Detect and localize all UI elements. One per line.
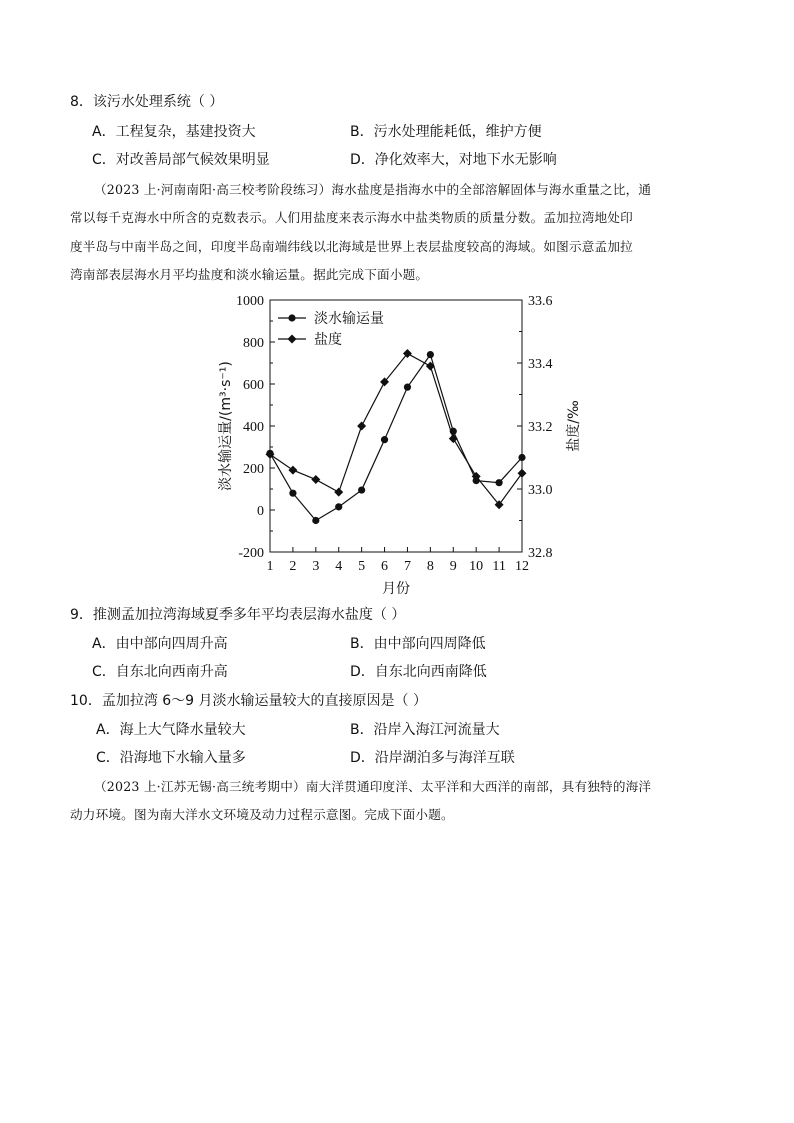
legend: [278, 310, 384, 348]
question-10-option-b: B．沿岸入海江河流量大: [350, 722, 500, 738]
y-right-axis-label: 盐度/‰: [566, 400, 582, 452]
question-10-option-c: C．沿海地下水输入量多: [96, 750, 246, 766]
question-10-option-a: A．海上大气降水量较大: [96, 722, 246, 738]
passage-1-line-3: 度半岛与中南半岛之间，印度半岛南端纬线以北海域是世界上表层盐度较高的海域。如图示意孟加拉: [70, 239, 633, 254]
x-tick-label: 1: [266, 559, 274, 574]
legend-diamond-marker: [288, 335, 297, 344]
x-tick-label: 3: [312, 559, 320, 574]
passage-2-line-2: 动力环境。图为南大洋水文环境及动力过程示意图。完成下面小题。: [70, 807, 454, 822]
freshwater-data-point: [495, 479, 502, 486]
question-9-option-a: A．由中部向四周升高: [92, 636, 228, 652]
legend-circle-marker: [288, 314, 295, 321]
legend-label-freshwater: 淡水输运量: [314, 311, 384, 327]
freshwater-data-point: [518, 454, 525, 461]
salinity-data-point: [449, 434, 458, 443]
x-tick-label: 9: [449, 559, 457, 574]
question-10-stem: 10．孟加拉湾 6～9 月淡水输运量较大的直接原因是（ ）: [70, 693, 427, 709]
right-tick-label: 33.6: [528, 294, 553, 309]
left-axis-ticks: [236, 294, 275, 561]
x-tick-label: 7: [403, 559, 411, 574]
question-8-stem: 8．该污水处理系统（ ）: [70, 94, 224, 110]
left-tick-label: -200: [238, 546, 264, 561]
right-tick-label: 33.0: [528, 483, 553, 498]
x-axis-ticks: [267, 547, 530, 574]
left-tick-label: 1000: [236, 294, 264, 309]
x-tick-label: 11: [492, 559, 506, 574]
x-tick-label: 10: [469, 559, 484, 574]
salinity-freshwater-chart: [200, 288, 600, 600]
salinity-data-point: [357, 422, 366, 431]
question-8-option-b: B．污水处理能耗低，维护方便: [350, 124, 542, 140]
series-lines: [266, 349, 527, 524]
question-10-option-d: D．沿岸湖泊多与海洋互联: [350, 750, 515, 766]
x-tick-label: 5: [358, 559, 366, 574]
question-9-option-c: C．自东北向西南升高: [92, 664, 228, 680]
freshwater-data-point: [358, 486, 365, 493]
freshwater-data-point: [427, 351, 434, 358]
left-tick-label: 200: [243, 462, 264, 477]
x-tick-label: 6: [381, 559, 389, 574]
question-8-option-a: A．工程复杂，基建投资大: [92, 124, 256, 140]
passage-1-line-1: （2023 上·河南南阳·高三校考阶段练习）海水盐度是指海水中的全部溶解固体与海水重量之比，通: [94, 182, 652, 197]
salinity-series-line: [270, 354, 522, 505]
freshwater-data-point: [381, 436, 388, 443]
passage-1-line-2: 常以每千克海水中所含的克数表示。人们用盐度来表示海水中盐类物质的质量分数。孟加拉湾地处印: [70, 210, 633, 225]
right-tick-label: 33.2: [528, 420, 553, 435]
right-tick-label: 33.4: [528, 357, 553, 372]
question-9-stem: 9．推测孟加拉湾海域夏季多年平均表层海水盐度（ ）: [70, 607, 406, 623]
x-tick-label: 12: [515, 559, 529, 574]
salinity-data-point: [518, 469, 527, 478]
left-tick-label: 400: [243, 420, 264, 435]
left-tick-label: 0: [257, 504, 264, 519]
freshwater-data-point: [289, 490, 296, 497]
freshwater-series-line: [270, 355, 522, 521]
left-tick-label: 600: [243, 378, 264, 393]
question-9-option-b: B．由中部向四周降低: [350, 636, 486, 652]
passage-1-line-4: 湾南部表层海水月平均盐度和淡水输运量。据此完成下面小题。: [70, 267, 429, 282]
salinity-data-point: [288, 466, 297, 475]
salinity-data-point: [334, 488, 343, 497]
freshwater-data-point: [312, 517, 319, 524]
x-tick-label: 4: [335, 559, 343, 574]
passage-2-line-1: （2023 上·江苏无锡·高三统考期中）南大洋贯通印度洋、太平洋和大西洋的南部，具有独特的海洋: [94, 779, 652, 794]
plot-frame: [270, 300, 522, 552]
question-8-option-d: D．净化效率大，对地下水无影响: [350, 152, 557, 168]
salinity-data-point: [426, 362, 435, 371]
question-9-option-d: D．自东北向西南降低: [350, 664, 487, 680]
x-tick-label: 2: [289, 559, 297, 574]
left-tick-label: 800: [243, 336, 264, 351]
salinity-data-point: [266, 450, 275, 459]
salinity-data-point: [311, 475, 320, 484]
freshwater-data-point: [335, 503, 342, 510]
freshwater-data-point: [404, 384, 411, 391]
x-axis-label: 月份: [382, 581, 410, 597]
legend-label-salinity: 盐度: [314, 332, 342, 348]
y-left-axis-label: 淡水输运量/(m³·s⁻¹): [218, 361, 234, 491]
right-tick-label: 32.8: [528, 546, 553, 561]
question-8-option-c: C．对改善局部气候效果明显: [92, 152, 270, 168]
x-tick-label: 8: [426, 559, 434, 574]
